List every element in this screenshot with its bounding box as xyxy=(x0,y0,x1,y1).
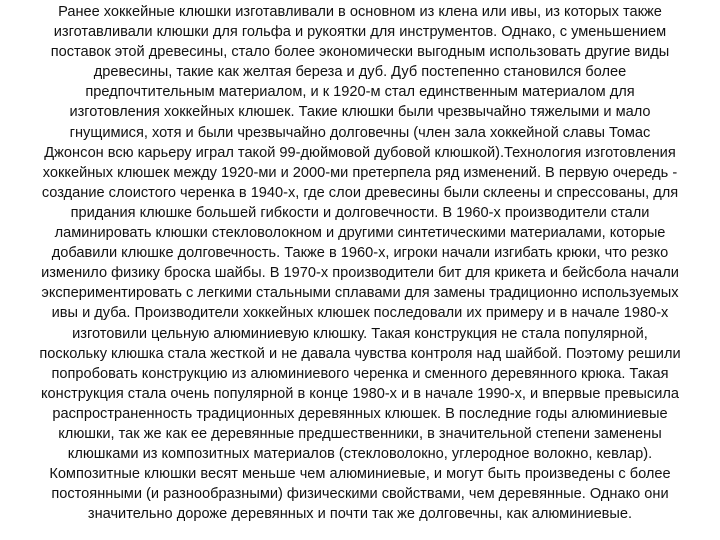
text-line: поставок этой древесины, стало более экономически выгодным использовать другие виды xyxy=(50,44,670,61)
text-line: ламинировать клюшки стекловолокном и другими синтетическими материалами, которые xyxy=(54,225,666,242)
text-line: распространенность традиционных деревянных клюшек. В последние годы алюминиевые xyxy=(52,405,668,422)
body-paragraph xyxy=(6,2,714,524)
text-line: Композитные клюшки весят меньше чем алюминиевые, и могут быть произведены с более xyxy=(49,466,671,483)
text-line: добавили клюшке долговечность. Также в 1960-х, игроки начали изгибать крюки, что резко xyxy=(51,245,669,262)
text-line: конструкция стала очень популярной в конце 1980-х и в начале 1990-х, и впервые превысила xyxy=(40,385,680,402)
text-line: хоккейных клюшек между 1920-ми и 2000-ми претерпела ряд изменений. В первую очередь - xyxy=(42,164,678,181)
text-line: гнущимися, хотя и были чрезвычайно долговечны (член зала хоккейной славы Томас xyxy=(69,124,651,141)
text-line: изменило физику броска шайбы. В 1970-х производители бит для крикета и бейсбола начали xyxy=(41,265,679,282)
text-line: Джонсон всю карьеру играл такой 99-дюймовой дубовой клюшкой).Технология изготовления xyxy=(44,144,676,161)
text-line: создание слоистого черенка в 1940-х, где слои древесины были склеены и спрессованы, для xyxy=(41,184,679,201)
text-line: придания клюшке большей гибкости и долговечности. В 1960-х производители стали xyxy=(70,204,650,221)
text-line: экспериментировать с легкими стальными сплавами для замены традиционно используемых xyxy=(41,285,679,302)
text-line: клюшками из композитных материалов (стекловолокно, углеродное волокно, кевлар). xyxy=(67,446,653,463)
text-line: Ранее хоккейные клюшки изготавливали в основном из клена или ивы, из которых также xyxy=(58,4,662,20)
text-line: постоянными (и разнообразными) физическими свойствами, чем деревянные. Однако они xyxy=(51,486,669,503)
text-line: попробовать конструкцию из алюминиевого черенка и сменного деревянного крюка. Такая xyxy=(51,365,669,382)
text-line: изготавливали клюшки для гольфа и рукоятки для инструментов. Однако, с уменьшением xyxy=(53,24,667,41)
text-line: предпочтительным материалом, и к 1920-м стал единственным материалом для xyxy=(85,84,635,101)
text-line: изготовили цельную алюминиевую клюшку. Такая конструкция не стала популярной, xyxy=(72,325,648,342)
text-line: ивы и дуба. Производители хоккейных клюшек последовали их примеру и в начале 1980-х xyxy=(51,305,669,322)
text-line: изготовления хоккейных клюшек. Такие клюшки были чрезвычайно тяжелыми и мало xyxy=(69,104,651,121)
text-line: клюшки, так же как ее деревянные предшественники, в значительной степени заменены xyxy=(58,425,662,442)
text-line: древесины, такие как желтая береза и дуб. Дуб постепенно становился более xyxy=(93,64,627,81)
text-line: поскольку клюшка стала жесткой и не давала чувства контроля над шайбой. Поэтому решили xyxy=(39,345,681,362)
text-line: значительно дороже деревянных и почти так же долговечны, как алюминиевые. xyxy=(87,506,633,523)
